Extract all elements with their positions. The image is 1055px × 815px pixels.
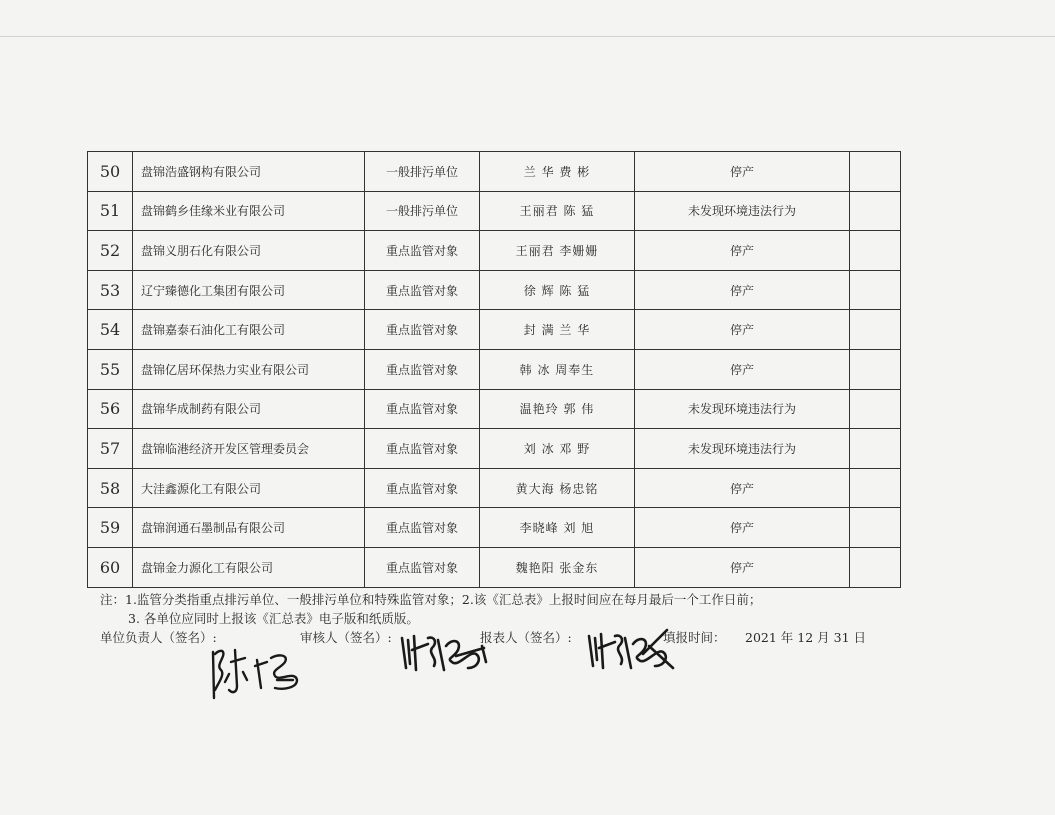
inspection-result: 停产 bbox=[635, 231, 850, 271]
row-number: 59 bbox=[88, 508, 133, 548]
table-row bbox=[88, 468, 901, 508]
inspection-result: 停产 bbox=[635, 152, 850, 192]
blank-cell bbox=[850, 310, 901, 350]
company-name: 盘锦临港经济开发区管理委员会 bbox=[133, 429, 365, 469]
reviewer-label: 审核人（签名）: bbox=[300, 630, 392, 645]
inspection-result: 未发现环境违法行为 bbox=[635, 191, 850, 231]
table-row bbox=[88, 389, 901, 429]
inspection-result: 停产 bbox=[635, 508, 850, 548]
inspectors: 王丽君 李姗姗 bbox=[480, 231, 635, 271]
inspectors: 王丽君 陈 猛 bbox=[480, 191, 635, 231]
table-row bbox=[88, 152, 901, 192]
supervision-type: 重点监管对象 bbox=[365, 349, 480, 389]
blank-cell bbox=[850, 152, 901, 192]
table-row bbox=[88, 349, 901, 389]
supervision-type: 重点监管对象 bbox=[365, 508, 480, 548]
blank-cell bbox=[850, 547, 901, 587]
table-row bbox=[88, 231, 901, 271]
inspectors: 封 满 兰 华 bbox=[480, 310, 635, 350]
company-name: 盘锦亿居环保热力实业有限公司 bbox=[133, 349, 365, 389]
report-table-body bbox=[88, 152, 901, 588]
blank-cell bbox=[850, 389, 901, 429]
notes-block bbox=[100, 590, 900, 628]
row-number: 58 bbox=[88, 468, 133, 508]
inspectors: 魏艳阳 张金东 bbox=[480, 547, 635, 587]
blank-cell bbox=[850, 270, 901, 310]
supervision-type: 重点监管对象 bbox=[365, 389, 480, 429]
blank-cell bbox=[850, 508, 901, 548]
row-number: 60 bbox=[88, 547, 133, 587]
table-row bbox=[88, 547, 901, 587]
row-number: 52 bbox=[88, 231, 133, 271]
company-name: 盘锦义朋石化有限公司 bbox=[133, 231, 365, 271]
supervision-type: 重点监管对象 bbox=[365, 310, 480, 350]
row-number: 50 bbox=[88, 152, 133, 192]
note-line-2: 3. 各单位应同时上报该《汇总表》电子版和纸质版。 bbox=[128, 611, 419, 626]
date-value: 2021 年 12 月 31 日 bbox=[745, 630, 866, 645]
table-row bbox=[88, 508, 901, 548]
date-label: 填报时间： bbox=[663, 630, 726, 645]
table-row bbox=[88, 191, 901, 231]
inspectors: 徐 辉 陈 猛 bbox=[480, 270, 635, 310]
inspectors: 刘 冰 邓 野 bbox=[480, 429, 635, 469]
reporter-label: 报表人（签名）: bbox=[480, 630, 572, 645]
inspection-result: 停产 bbox=[635, 349, 850, 389]
inspectors: 李晓峰 刘 旭 bbox=[480, 508, 635, 548]
blank-cell bbox=[850, 349, 901, 389]
supervision-type: 一般排污单位 bbox=[365, 152, 480, 192]
note-line-1: 注：1.监管分类指重点排污单位、一般排污单位和特殊监管对象；2.该《汇总表》上报时间应在每月最后一个工作日前； bbox=[100, 592, 762, 607]
blank-cell bbox=[850, 191, 901, 231]
inspection-result: 未发现环境违法行为 bbox=[635, 429, 850, 469]
inspection-result: 停产 bbox=[635, 547, 850, 587]
company-name: 大洼鑫源化工有限公司 bbox=[133, 468, 365, 508]
company-name: 盘锦浩盛钢构有限公司 bbox=[133, 152, 365, 192]
reviewer-signature bbox=[398, 628, 490, 676]
row-number: 51 bbox=[88, 191, 133, 231]
company-name: 盘锦华成制药有限公司 bbox=[133, 389, 365, 429]
company-name: 盘锦润通石墨制品有限公司 bbox=[133, 508, 365, 548]
supervision-type: 重点监管对象 bbox=[365, 270, 480, 310]
company-name: 盘锦嘉泰石油化工有限公司 bbox=[133, 310, 365, 350]
inspection-result: 停产 bbox=[635, 468, 850, 508]
blank-cell bbox=[850, 468, 901, 508]
supervision-type: 重点监管对象 bbox=[365, 468, 480, 508]
supervision-type: 重点监管对象 bbox=[365, 231, 480, 271]
supervision-type: 重点监管对象 bbox=[365, 547, 480, 587]
row-number: 57 bbox=[88, 429, 133, 469]
supervision-type: 重点监管对象 bbox=[365, 429, 480, 469]
inspection-result: 停产 bbox=[635, 270, 850, 310]
row-number: 55 bbox=[88, 349, 133, 389]
inspectors: 黄大海 杨忠铭 bbox=[480, 468, 635, 508]
row-number: 53 bbox=[88, 270, 133, 310]
inspection-result: 停产 bbox=[635, 310, 850, 350]
unit-head-signature bbox=[205, 640, 305, 702]
company-name: 辽宁臻德化工集团有限公司 bbox=[133, 270, 365, 310]
inspectors: 兰 华 费 彬 bbox=[480, 152, 635, 192]
row-number: 56 bbox=[88, 389, 133, 429]
company-name: 盘锦金力源化工有限公司 bbox=[133, 547, 365, 587]
blank-cell bbox=[850, 231, 901, 271]
inspectors: 韩 冰 周奉生 bbox=[480, 349, 635, 389]
blank-cell bbox=[850, 429, 901, 469]
report-table bbox=[87, 151, 901, 588]
scan-edge-line bbox=[0, 36, 1055, 37]
table-row bbox=[88, 270, 901, 310]
supervision-type: 一般排污单位 bbox=[365, 191, 480, 231]
row-number: 54 bbox=[88, 310, 133, 350]
company-name: 盘锦鹤乡佳缘米业有限公司 bbox=[133, 191, 365, 231]
reporter-signature bbox=[585, 624, 675, 674]
inspection-result: 未发现环境违法行为 bbox=[635, 389, 850, 429]
table-row bbox=[88, 429, 901, 469]
inspectors: 温艳玲 郭 伟 bbox=[480, 389, 635, 429]
table-row bbox=[88, 310, 901, 350]
unit-head-label: 单位负责人（签名）: bbox=[100, 630, 217, 645]
